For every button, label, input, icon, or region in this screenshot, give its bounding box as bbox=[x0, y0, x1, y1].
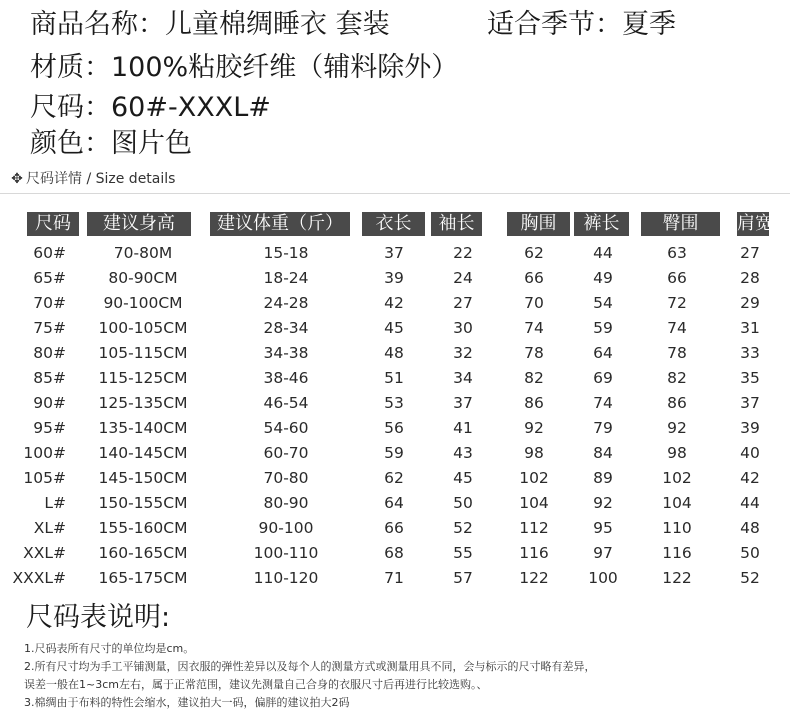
divider bbox=[0, 193, 790, 194]
column-header: 建议体重（斤） bbox=[210, 212, 350, 236]
table-cell: XXL# bbox=[23, 544, 66, 562]
table-cell: 97 bbox=[593, 544, 613, 562]
table-cell: 69 bbox=[593, 369, 613, 387]
table-cell: 70# bbox=[33, 294, 66, 312]
table-cell: 35 bbox=[740, 369, 760, 387]
column-header: 建议身高 bbox=[87, 212, 191, 236]
table-cell: 34-38 bbox=[263, 344, 309, 362]
table-cell: 98 bbox=[524, 444, 544, 462]
size-details-heading bbox=[10, 168, 175, 188]
table-cell: 62 bbox=[524, 244, 544, 262]
table-cell: 102 bbox=[519, 469, 549, 487]
table-cell: 51 bbox=[384, 369, 404, 387]
table-cell: 22 bbox=[453, 244, 473, 262]
column-header: 臀围 bbox=[641, 212, 720, 236]
table-cell: 54 bbox=[593, 294, 613, 312]
product-name: 商品名称：儿童棉绸睡衣 套装 bbox=[30, 9, 390, 40]
table-cell: 57 bbox=[453, 569, 473, 587]
table-cell: 102 bbox=[662, 469, 692, 487]
table-cell: 45 bbox=[384, 319, 404, 337]
column-header: 胸围 bbox=[507, 212, 570, 236]
notes-title: 尺码表说明: bbox=[26, 602, 171, 633]
table-cell: 122 bbox=[662, 569, 692, 587]
table-cell: 78 bbox=[524, 344, 544, 362]
table-cell: 72 bbox=[667, 294, 687, 312]
table-cell: 32 bbox=[453, 344, 473, 362]
table-cell: 30 bbox=[453, 319, 473, 337]
note-2: 2.所有尺寸均为手工平铺测量，因衣服的弹性差异以及每个人的测量方式或测量用具不同，会与标示的尺寸略有差异， bbox=[24, 660, 596, 673]
table-cell: 28-34 bbox=[263, 319, 309, 337]
table-row bbox=[0, 241, 790, 266]
table-cell: XL# bbox=[33, 519, 66, 537]
table-cell: 31 bbox=[740, 319, 760, 337]
table-cell: 37 bbox=[740, 394, 760, 412]
table-cell: 86 bbox=[524, 394, 544, 412]
table-cell: 53 bbox=[384, 394, 404, 412]
size-table-header bbox=[0, 212, 790, 236]
table-cell: 71 bbox=[384, 569, 404, 587]
table-cell: 60# bbox=[33, 244, 66, 262]
note-3: 3.棉绸由于布料的特性会缩水，建议拍大一码，偏胖的建议拍大2码 bbox=[24, 696, 350, 709]
table-cell: 63 bbox=[667, 244, 687, 262]
table-cell: 122 bbox=[519, 569, 549, 587]
table-cell: 42 bbox=[384, 294, 404, 312]
table-row bbox=[0, 541, 790, 566]
table-cell: 89 bbox=[593, 469, 613, 487]
table-cell: 105-115CM bbox=[98, 344, 188, 362]
table-cell: 104 bbox=[662, 494, 692, 512]
table-cell: 90-100CM bbox=[103, 294, 183, 312]
table-cell: 55 bbox=[453, 544, 473, 562]
move-arrows-icon: ✥ bbox=[11, 171, 23, 187]
table-cell: 90-100 bbox=[258, 519, 314, 537]
table-cell: XXXL# bbox=[12, 569, 66, 587]
table-cell: 85# bbox=[33, 369, 66, 387]
table-cell: 92 bbox=[667, 419, 687, 437]
table-row bbox=[0, 391, 790, 416]
table-row bbox=[0, 491, 790, 516]
table-cell: 82 bbox=[524, 369, 544, 387]
table-cell: 38-46 bbox=[263, 369, 309, 387]
table-cell: 37 bbox=[384, 244, 404, 262]
table-cell: 59 bbox=[593, 319, 613, 337]
table-cell: 100-110 bbox=[253, 544, 319, 562]
table-cell: 79 bbox=[593, 419, 613, 437]
table-cell: 125-135CM bbox=[98, 394, 188, 412]
table-cell: 60-70 bbox=[263, 444, 309, 462]
column-header: 裤长 bbox=[574, 212, 629, 236]
table-cell: 150-155CM bbox=[98, 494, 188, 512]
table-cell: 28 bbox=[740, 269, 760, 287]
table-cell: 33 bbox=[740, 344, 760, 362]
table-cell: 104 bbox=[519, 494, 549, 512]
column-header: 袖长 bbox=[431, 212, 482, 236]
table-cell: 86 bbox=[667, 394, 687, 412]
table-cell: 95# bbox=[33, 419, 66, 437]
column-header: 尺码 bbox=[27, 212, 79, 236]
table-row bbox=[0, 441, 790, 466]
table-cell: 15-18 bbox=[263, 244, 309, 262]
table-cell: 92 bbox=[593, 494, 613, 512]
table-cell: 41 bbox=[453, 419, 473, 437]
table-cell: 68 bbox=[384, 544, 404, 562]
table-row bbox=[0, 566, 790, 591]
table-cell: 66 bbox=[667, 269, 687, 287]
table-cell: 18-24 bbox=[263, 269, 309, 287]
table-cell: 100# bbox=[23, 444, 66, 462]
table-row bbox=[0, 516, 790, 541]
table-row bbox=[0, 341, 790, 366]
table-cell: 75# bbox=[33, 319, 66, 337]
material: 材质：100%粘胶纤维（辅料除外） bbox=[30, 52, 459, 83]
table-row bbox=[0, 466, 790, 491]
table-cell: 70 bbox=[524, 294, 544, 312]
table-cell: 66 bbox=[384, 519, 404, 537]
table-cell: 105# bbox=[23, 469, 66, 487]
table-cell: 70-80M bbox=[113, 244, 173, 262]
table-cell: 27 bbox=[453, 294, 473, 312]
size-details-title: 尺码详情 / Size details bbox=[26, 171, 176, 187]
table-cell: 135-140CM bbox=[98, 419, 188, 437]
table-cell: 145-150CM bbox=[98, 469, 188, 487]
table-cell: 112 bbox=[519, 519, 549, 537]
table-cell: 80-90 bbox=[263, 494, 309, 512]
table-cell: 98 bbox=[667, 444, 687, 462]
table-cell: 46-54 bbox=[263, 394, 309, 412]
table-cell: 78 bbox=[667, 344, 687, 362]
table-cell: 92 bbox=[524, 419, 544, 437]
table-cell: 74 bbox=[593, 394, 613, 412]
table-cell: 44 bbox=[740, 494, 760, 512]
table-row bbox=[0, 291, 790, 316]
table-cell: 39 bbox=[740, 419, 760, 437]
table-cell: 80# bbox=[33, 344, 66, 362]
table-cell: 155-160CM bbox=[98, 519, 188, 537]
table-cell: 45 bbox=[453, 469, 473, 487]
table-cell: 39 bbox=[384, 269, 404, 287]
note-2-continued: 误差一般在1~3cm左右，属于正常范围，建议先测量自己合身的衣服尺寸后再进行比较选购。、 bbox=[24, 678, 488, 691]
table-cell: 48 bbox=[384, 344, 404, 362]
table-cell: 95 bbox=[593, 519, 613, 537]
table-cell: 34 bbox=[453, 369, 473, 387]
table-cell: 64 bbox=[593, 344, 613, 362]
table-cell: L# bbox=[44, 494, 66, 512]
table-cell: 165-175CM bbox=[98, 569, 188, 587]
color-info: 颜色：图片色 bbox=[30, 128, 192, 159]
table-cell: 52 bbox=[453, 519, 473, 537]
season: 适合季节：夏季 bbox=[487, 9, 676, 40]
table-cell: 100 bbox=[588, 569, 618, 587]
table-cell: 56 bbox=[384, 419, 404, 437]
table-cell: 50 bbox=[453, 494, 473, 512]
table-cell: 24-28 bbox=[263, 294, 309, 312]
table-cell: 74 bbox=[524, 319, 544, 337]
table-cell: 110-120 bbox=[253, 569, 319, 587]
table-cell: 140-145CM bbox=[98, 444, 188, 462]
table-cell: 64 bbox=[384, 494, 404, 512]
table-cell: 43 bbox=[453, 444, 473, 462]
table-cell: 116 bbox=[662, 544, 692, 562]
table-cell: 66 bbox=[524, 269, 544, 287]
table-cell: 84 bbox=[593, 444, 613, 462]
table-row bbox=[0, 316, 790, 341]
table-row bbox=[0, 366, 790, 391]
table-cell: 74 bbox=[667, 319, 687, 337]
table-cell: 110 bbox=[662, 519, 692, 537]
table-cell: 52 bbox=[740, 569, 760, 587]
column-header: 肩宽 bbox=[737, 213, 773, 234]
table-row bbox=[0, 266, 790, 291]
table-cell: 59 bbox=[384, 444, 404, 462]
table-cell: 50 bbox=[740, 544, 760, 562]
column-header: 衣长 bbox=[362, 212, 425, 236]
note-1: 1.尺码表所有尺寸的单位均是cm。 bbox=[24, 642, 195, 655]
table-cell: 82 bbox=[667, 369, 687, 387]
table-cell: 37 bbox=[453, 394, 473, 412]
table-cell: 54-60 bbox=[263, 419, 309, 437]
table-cell: 115-125CM bbox=[98, 369, 188, 387]
table-cell: 27 bbox=[740, 244, 760, 262]
size-table-body bbox=[0, 241, 790, 591]
table-cell: 70-80 bbox=[263, 469, 309, 487]
table-cell: 80-90CM bbox=[108, 269, 178, 287]
table-cell: 100-105CM bbox=[98, 319, 188, 337]
size-range: 尺码：60#-XXXL# bbox=[30, 92, 271, 123]
table-cell: 62 bbox=[384, 469, 404, 487]
table-cell: 48 bbox=[740, 519, 760, 537]
table-cell: 116 bbox=[519, 544, 549, 562]
table-row bbox=[0, 416, 790, 441]
table-cell: 24 bbox=[453, 269, 473, 287]
table-cell: 65# bbox=[33, 269, 66, 287]
table-cell: 90# bbox=[33, 394, 66, 412]
table-cell: 160-165CM bbox=[98, 544, 188, 562]
table-cell: 29 bbox=[740, 294, 760, 312]
table-cell: 49 bbox=[593, 269, 613, 287]
table-cell: 44 bbox=[593, 244, 613, 262]
table-cell: 42 bbox=[740, 469, 760, 487]
table-cell: 40 bbox=[740, 444, 760, 462]
